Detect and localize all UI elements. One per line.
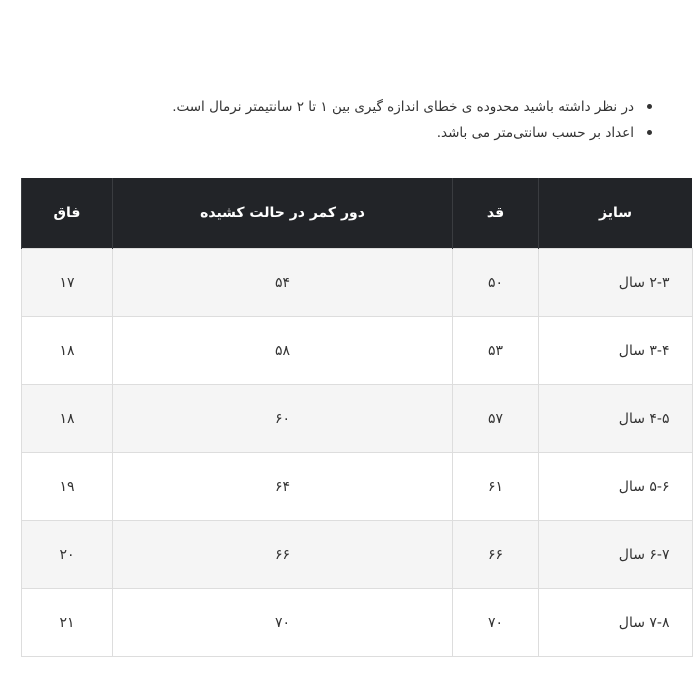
- note-item: [34, 120, 654, 146]
- bullet-icon: [647, 130, 652, 135]
- hip-cell: ۱۸: [22, 385, 113, 453]
- size-cell: ۳-۴ سال: [539, 317, 693, 385]
- hip-cell: ۲۱: [22, 589, 113, 657]
- header-waist: دور کمر در حالت کشیده: [113, 178, 453, 249]
- waist-cell: ۵۸: [113, 317, 453, 385]
- height-cell: ۵۳: [453, 317, 539, 385]
- height-cell: ۶۱: [453, 453, 539, 521]
- hip-cell: ۱۹: [22, 453, 113, 521]
- notes-list: [34, 94, 654, 146]
- size-cell: ۷-۸ سال: [539, 589, 693, 657]
- size-cell: ۶-۷ سال: [539, 521, 693, 589]
- header-height: قد: [453, 178, 539, 249]
- bullet-icon: [647, 104, 652, 109]
- note-text: در نظر داشته باشید محدوده ی خطای اندازه گیری بین ۱ تا ۲ سانتیمتر نرمال است.: [172, 99, 634, 115]
- size-cell: ۴-۵ سال: [539, 385, 693, 453]
- waist-cell: ۷۰: [113, 589, 453, 657]
- header-size: سایز: [539, 178, 693, 249]
- height-cell: ۶۶: [453, 521, 539, 589]
- table-header-row: [22, 178, 693, 249]
- table-row: [22, 589, 693, 657]
- waist-cell: ۶۶: [113, 521, 453, 589]
- hip-cell: ۱۸: [22, 317, 113, 385]
- table-row: [22, 521, 693, 589]
- size-cell: ۵-۶ سال: [539, 453, 693, 521]
- height-cell: ۷۰: [453, 589, 539, 657]
- hip-cell: ۱۷: [22, 249, 113, 317]
- waist-cell: ۶۰: [113, 385, 453, 453]
- table-row: [22, 453, 693, 521]
- hip-cell: ۲۰: [22, 521, 113, 589]
- note-text: اعداد بر حسب سانتی‌متر می باشد.: [436, 125, 634, 141]
- table-row: [22, 317, 693, 385]
- note-item: [34, 94, 654, 120]
- height-cell: ۵۷: [453, 385, 539, 453]
- waist-cell: ۶۴: [113, 453, 453, 521]
- table-row: [22, 385, 693, 453]
- waist-cell: ۵۴: [113, 249, 453, 317]
- table-row: [22, 249, 693, 317]
- header-hip: فاق: [22, 178, 113, 249]
- size-table: [21, 178, 693, 657]
- height-cell: ۵۰: [453, 249, 539, 317]
- size-cell: ۲-۳ سال: [539, 249, 693, 317]
